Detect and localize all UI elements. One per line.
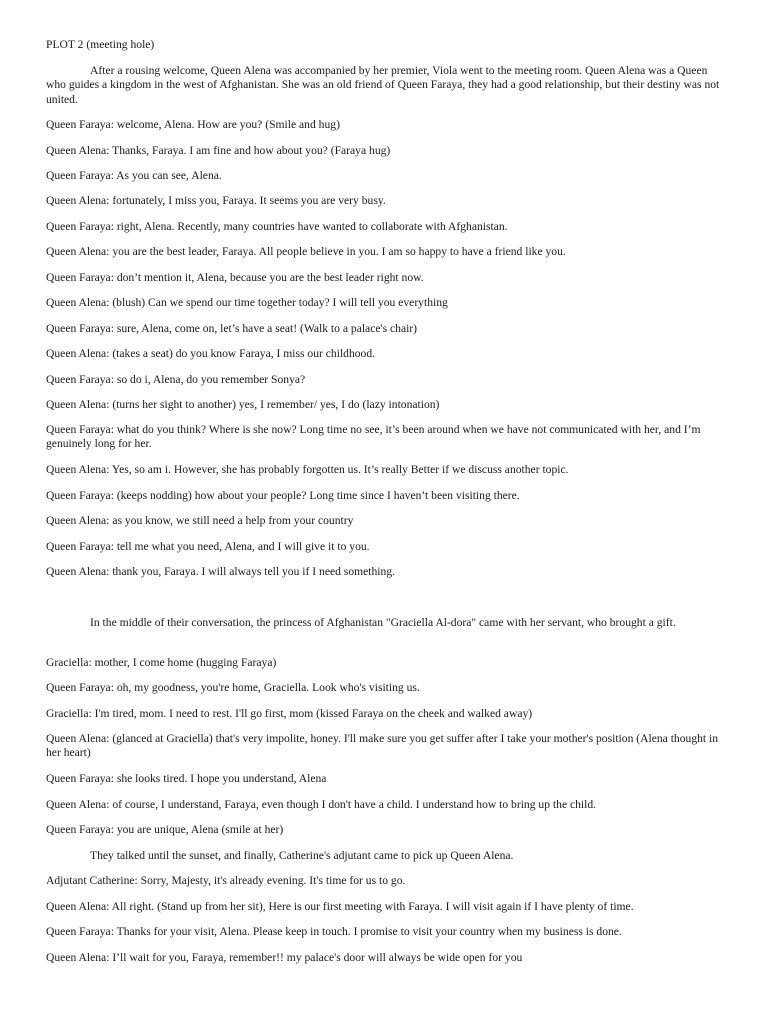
dialogue-line: Queen Alena: (turns her sight to another) yes, I remember/ yes, I do (lazy intonation): [46, 398, 440, 411]
dialogue-line: Queen Faraya: she looks tired. I hope you understand, Alena: [46, 772, 327, 785]
dialogue-line: Queen Alena: (takes a seat) do you know Faraya, I miss our childhood.: [46, 347, 376, 360]
dialogue-line: Queen Faraya: Thanks for your visit, Alena. Please keep in touch. I promise to visit your country when my business is done.: [46, 925, 622, 938]
dialogue-line: Queen Alena: (blush) Can we spend our time together today? I will tell you everything: [46, 296, 448, 309]
dialogue-line: Queen Alena: you are the best leader, Faraya. All people believe in you. I am so happy to have a friend like you.: [46, 245, 566, 258]
dialogue-line: Queen Faraya: so do i, Alena, do you remember Sonya?: [46, 373, 306, 386]
dialogue-line: Queen Alena: as you know, we still need a help from your country: [46, 514, 354, 527]
document-title: PLOT 2 (meeting hole): [46, 38, 155, 51]
dialogue-line: Queen Alena: fortunately, I miss you, Faraya. It seems you are very busy.: [46, 194, 386, 207]
dialogue-line: Queen Faraya: (keeps nodding) how about your people? Long time since I haven’t been visiting there.: [46, 489, 520, 502]
dialogue-line: Queen Faraya: tell me what you need, Alena, and I will give it to you.: [46, 540, 370, 553]
dialogue-line: Queen Faraya: what do you think? Where is she now? Long time no see, it’s been around when we have not communicated with her, and I’m genuinely long for her.: [46, 423, 701, 451]
intro-paragraph: After a rousing welcome, Queen Alena was accompanied by her premier, Viola went to the meeting room. Queen Alena was a Queen who guides a kingdom in the west of Afghanistan. She was an old friend of Queen Faraya, they had a good relationship, but their destiny was not united.: [46, 64, 720, 106]
dialogue-line: Queen Faraya: don’t mention it, Alena, because you are the best leader right now.: [46, 271, 424, 284]
dialogue-line: Queen Faraya: right, Alena. Recently, many countries have wanted to collaborate with Afghanistan.: [46, 220, 508, 233]
dialogue-line: Queen Faraya: welcome, Alena. How are you? (Smile and hug): [46, 118, 340, 131]
dialogue-line: Queen Faraya: As you can see, Alena.: [46, 169, 222, 182]
dialogue-line: Adjutant Catherine: Sorry, Majesty, it's already evening. It's time for us to go.: [46, 874, 406, 887]
dialogue-line: Graciella: mother, I come home (hugging Faraya): [46, 656, 277, 669]
dialogue-line: Queen Alena: thank you, Faraya. I will always tell you if I need something.: [46, 565, 396, 578]
dialogue-line: Queen Alena: Thanks, Faraya. I am fine and how about you? (Faraya hug): [46, 144, 391, 157]
narration-paragraph: In the middle of their conversation, the princess of Afghanistan "Graciella Al-dora" came with her servant, who brought a gift.: [90, 616, 676, 629]
narration-paragraph: They talked until the sunset, and finally, Catherine's adjutant came to pick up Queen Alena.: [90, 849, 514, 862]
dialogue-line: Queen Alena: of course, I understand, Faraya, even though I don't have a child. I understand how to bring up the child.: [46, 798, 597, 811]
dialogue-line: Graciella: I'm tired, mom. I need to rest. I'll go first, mom (kissed Faraya on the cheek and walked away): [46, 707, 533, 720]
dialogue-line: Queen Alena: I’ll wait for you, Faraya, remember!! my palace's door will always be wide open for you: [46, 951, 523, 964]
dialogue-line: Queen Alena: Yes, so am i. However, she has probably forgotten us. It’s really Better if we discuss another topic.: [46, 463, 569, 476]
dialogue-line: Queen Alena: All right. (Stand up from her sit), Here is our first meeting with Faraya. I will visit again if I have plenty of time.: [46, 900, 634, 913]
dialogue-line: Queen Faraya: oh, my goodness, you're home, Graciella. Look who's visiting us.: [46, 681, 420, 694]
dialogue-line: Queen Faraya: sure, Alena, come on, let’s have a seat! (Walk to a palace's chair): [46, 322, 418, 335]
dialogue-line: Queen Alena: (glanced at Graciella) that's very impolite, honey. I'll make sure you get suffer after I take your mother's position (Alena thought in her heart): [46, 732, 719, 760]
dialogue-line: Queen Faraya: you are unique, Alena (smile at her): [46, 823, 284, 836]
